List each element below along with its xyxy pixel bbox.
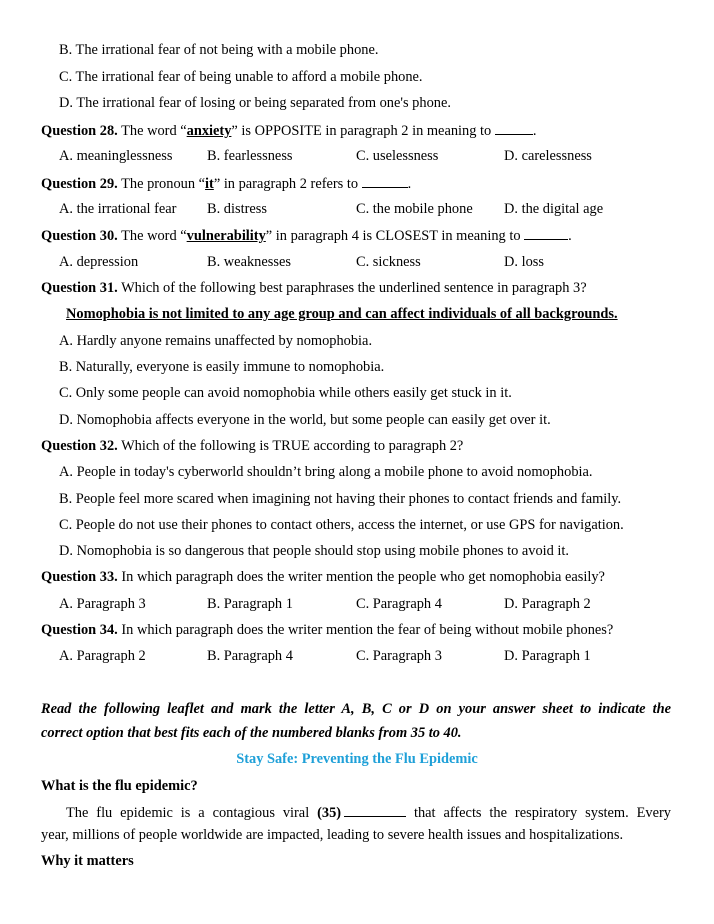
question-number: Question 29. bbox=[41, 176, 118, 192]
q29-option-b: B. distress bbox=[207, 201, 267, 217]
q29-option-a: A. the irrational fear bbox=[59, 201, 177, 217]
answer-blank bbox=[524, 226, 568, 240]
q33-option-c: C. Paragraph 4 bbox=[356, 596, 442, 612]
q31-option-d: D. Nomophobia affects everyone in the world, but some people can easily get over it. bbox=[59, 412, 551, 428]
blank-number: (35) bbox=[317, 805, 342, 821]
question-31: Question 31. Which of the following best paraphrases the underlined sentence in paragraph 3? bbox=[41, 280, 587, 296]
leaflet-instruction: Read the following leaflet and mark the letter A, B, C or D on your answer sheet to indicate the bbox=[41, 701, 671, 717]
q27-option-c: C. The irrational fear of being unable to afford a mobile phone. bbox=[59, 69, 423, 85]
leaflet-title: Stay Safe: Preventing the Flu Epidemic bbox=[236, 751, 478, 767]
leaflet-paragraph: The flu epidemic is a contagious viral (35) that affects the respiratory system. Every bbox=[66, 805, 671, 821]
q31-option-c: C. Only some people can avoid nomophobia while others easily get stuck in it. bbox=[59, 385, 512, 401]
question-number: Question 34. bbox=[41, 622, 118, 638]
q34-option-b: B. Paragraph 4 bbox=[207, 648, 293, 664]
section-heading-2: Why it matters bbox=[41, 853, 134, 869]
answer-blank bbox=[495, 121, 533, 135]
q34-option-a: A. Paragraph 2 bbox=[59, 648, 146, 664]
question-number: Question 32. bbox=[41, 438, 118, 454]
keyword: vulnerability bbox=[186, 228, 266, 244]
q32-option-d: D. Nomophobia is so dangerous that people should stop using mobile phones to avoid it. bbox=[59, 543, 570, 559]
leaflet-paragraph-line2: year, millions of people worldwide are impacted, leading to severe health issues and hospitalizations. bbox=[41, 827, 624, 843]
q30-option-b: B. weaknesses bbox=[207, 254, 291, 270]
question-number: Question 28. bbox=[41, 123, 118, 139]
question-34: Question 34. In which paragraph does the writer mention the fear of being without mobile phones? bbox=[41, 622, 614, 638]
q28-option-d: D. carelessness bbox=[504, 148, 592, 164]
question-30: Question 30. The word “vulnerability” in paragraph 4 is CLOSEST in meaning to . bbox=[41, 228, 572, 244]
q31-option-a: A. Hardly anyone remains unaffected by nomophobia. bbox=[59, 333, 373, 349]
section-heading: What is the flu epidemic? bbox=[41, 778, 198, 794]
question-number: Question 30. bbox=[41, 228, 118, 244]
q33-option-d: D. Paragraph 2 bbox=[504, 596, 591, 612]
q29-option-d: D. the digital age bbox=[504, 201, 604, 217]
q29-option-c: C. the mobile phone bbox=[356, 201, 473, 217]
q31-option-b: B. Naturally, everyone is easily immune to nomophobia. bbox=[59, 359, 385, 375]
q33-option-a: A. Paragraph 3 bbox=[59, 596, 146, 612]
question-32: Question 32. Which of the following is TRUE according to paragraph 2? bbox=[41, 438, 464, 454]
q32-option-a: A. People in today's cyberworld shouldn’t bring along a mobile phone to avoid nomophobia. bbox=[59, 464, 593, 480]
keyword: anxiety bbox=[186, 123, 232, 139]
q30-option-a: A. depression bbox=[59, 254, 139, 270]
q28-option-b: B. fearlessness bbox=[207, 148, 293, 164]
q30-option-d: D. loss bbox=[504, 254, 544, 270]
q28-option-c: C. uselessness bbox=[356, 148, 439, 164]
keyword: it bbox=[205, 176, 214, 192]
underlined-sentence: Nomophobia is not limited to any age group and can affect individuals of all backgrounds. bbox=[66, 306, 618, 322]
question-29: Question 29. The pronoun “it” in paragraph 2 refers to . bbox=[41, 176, 412, 192]
question-33: Question 33. In which paragraph does the writer mention the people who get nomophobia easily? bbox=[41, 569, 605, 585]
q34-option-c: C. Paragraph 3 bbox=[356, 648, 442, 664]
q27-option-b: B. The irrational fear of not being with a mobile phone. bbox=[59, 42, 379, 58]
question-28: Question 28. The word “anxiety” is OPPOSITE in paragraph 2 in meaning to . bbox=[41, 123, 537, 139]
question-number: Question 31. bbox=[41, 280, 118, 296]
answer-blank bbox=[344, 803, 406, 817]
q33-option-b: B. Paragraph 1 bbox=[207, 596, 293, 612]
question-number: Question 33. bbox=[41, 569, 118, 585]
q30-option-c: C. sickness bbox=[356, 254, 421, 270]
q28-option-a: A. meaninglessness bbox=[59, 148, 173, 164]
q27-option-d: D. The irrational fear of losing or being separated from one's phone. bbox=[59, 95, 451, 111]
q32-option-b: B. People feel more scared when imagining not having their phones to contact friends and family. bbox=[59, 491, 622, 507]
leaflet-instruction-2: correct option that best fits each of the numbered blanks from 35 to 40. bbox=[41, 725, 462, 741]
answer-blank bbox=[362, 174, 408, 188]
q34-option-d: D. Paragraph 1 bbox=[504, 648, 591, 664]
q32-option-c: C. People do not use their phones to contact others, access the internet, or use GPS for navigation. bbox=[59, 517, 624, 533]
